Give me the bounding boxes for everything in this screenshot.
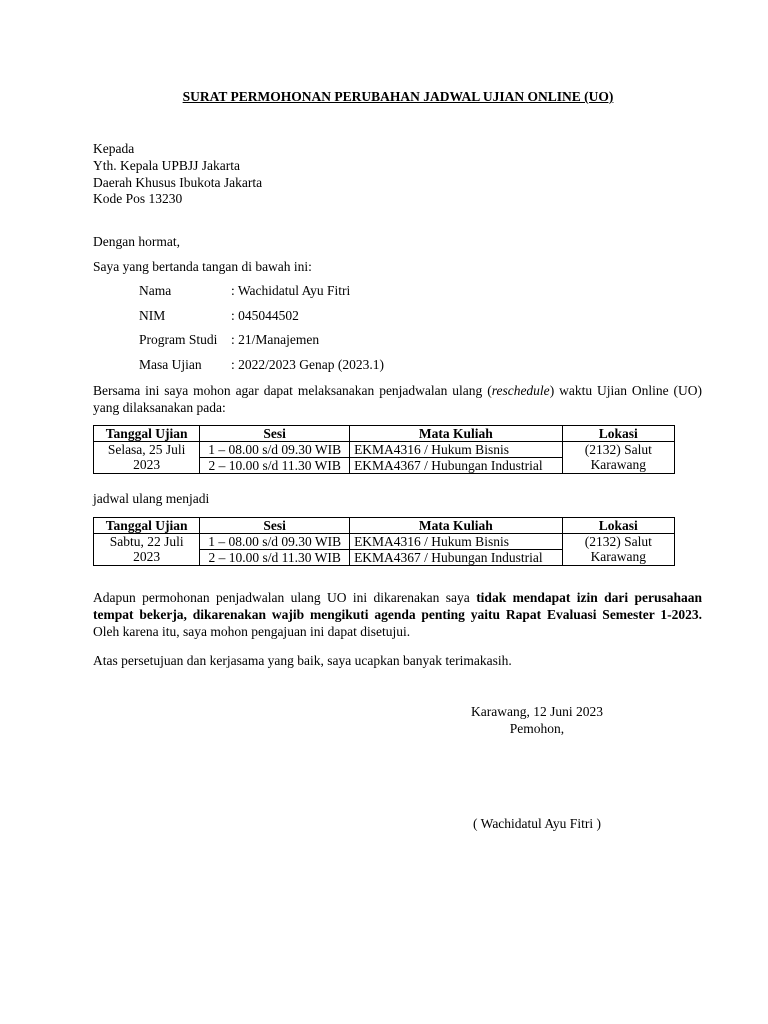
- cell-session: 1 – 08.00 s/d 09.30 WIB: [200, 534, 350, 550]
- field-value-nim: : 045044502: [231, 308, 299, 323]
- field-value-program-studi: : 21/Manajemen: [231, 332, 320, 347]
- field-value-masa-ujian: : 2022/2023 Genap (2023.1): [231, 357, 384, 372]
- cell-course: EKMA4316 / Hukum Bisnis: [350, 442, 563, 458]
- cell-course: EKMA4367 / Hubungan Industrial: [350, 458, 563, 474]
- cell-course: EKMA4316 / Hukum Bisnis: [350, 534, 563, 550]
- request-paragraph: [93, 382, 702, 416]
- cell-session: 2 – 10.00 s/d 11.30 WIB: [200, 550, 350, 566]
- request-text-2: ) waktu Ujian Online (UO) yang dilaksanakan pada:: [93, 383, 702, 415]
- place-date: Karawang, 12 Juni 2023: [471, 704, 603, 719]
- reason-paragraph: [93, 589, 702, 640]
- table-row: [94, 442, 675, 458]
- intro-text: Saya yang bertanda tangan di bawah ini:: [93, 259, 312, 274]
- field-label-program-studi: Program Studi: [139, 332, 218, 347]
- greeting: Dengan hormat,: [93, 234, 180, 249]
- recipient-line: Kode Pos 13230: [93, 191, 183, 206]
- reason-bold: tidak mendapat izin dari perusahaan tempat bekerja, dikarenakan wajib mengikuti agenda penting yaitu Rapat Evaluasi Semester 1-2023.: [93, 590, 703, 622]
- cell-location: (2132) Salut Karawang: [562, 534, 674, 566]
- field-value-nama: : Wachidatul Ayu Fitri: [231, 283, 351, 298]
- original-schedule-table: [93, 425, 675, 474]
- request-italic: reschedule: [491, 383, 550, 398]
- cell-course: EKMA4367 / Hubungan Industrial: [350, 550, 563, 566]
- recipient-line: Daerah Khusus Ibukota Jakarta: [93, 175, 263, 190]
- reason-text-1: Adapun permohonan penjadwalan ulang UO ini dikarenakan saya: [93, 590, 477, 605]
- field-label-masa-ujian: Masa Ujian: [139, 357, 202, 372]
- request-text-1: Bersama ini saya mohon agar dapat melaksanakan penjadwalan ulang (: [93, 383, 492, 398]
- header-lokasi: Lokasi: [562, 426, 674, 442]
- table-row: [94, 534, 675, 550]
- header-mata-kuliah: Mata Kuliah: [350, 426, 563, 442]
- field-label-nim: NIM: [139, 308, 166, 323]
- header-sesi: Sesi: [200, 518, 350, 534]
- new-schedule-table: [93, 517, 675, 566]
- signature-name: ( Wachidatul Ayu Fitri ): [473, 816, 601, 831]
- recipient-line: Yth. Kepala UPBJJ Jakarta: [93, 158, 240, 173]
- cell-session: 1 – 08.00 s/d 09.30 WIB: [200, 442, 350, 458]
- header-mata-kuliah: Mata Kuliah: [350, 518, 563, 534]
- letter-title: SURAT PERMOHONAN PERUBAHAN JADWAL UJIAN ONLINE (UO): [182, 89, 614, 104]
- field-label-nama: Nama: [139, 283, 172, 298]
- reschedule-label: jadwal ulang menjadi: [93, 491, 210, 506]
- table-header-row: [94, 426, 675, 442]
- closing-text: Atas persetujuan dan kerjasama yang baik, saya ucapkan banyak terimakasih.: [93, 653, 512, 668]
- header-tanggal: Tanggal Ujian: [94, 426, 200, 442]
- cell-date: Sabtu, 22 Juli 2023: [94, 534, 200, 566]
- applicant-label: Pemohon,: [509, 721, 565, 736]
- cell-session: 2 – 10.00 s/d 11.30 WIB: [200, 458, 350, 474]
- recipient-line: Kepada: [93, 141, 135, 156]
- table-header-row: [94, 518, 675, 534]
- cell-location: (2132) Salut Karawang: [562, 442, 674, 474]
- header-sesi: Sesi: [200, 426, 350, 442]
- cell-date: Selasa, 25 Juli 2023: [94, 442, 200, 474]
- header-lokasi: Lokasi: [562, 518, 674, 534]
- reason-text-2: Oleh karena itu, saya mohon pengajuan ini dapat disetujui.: [93, 624, 411, 639]
- header-tanggal: Tanggal Ujian: [94, 518, 200, 534]
